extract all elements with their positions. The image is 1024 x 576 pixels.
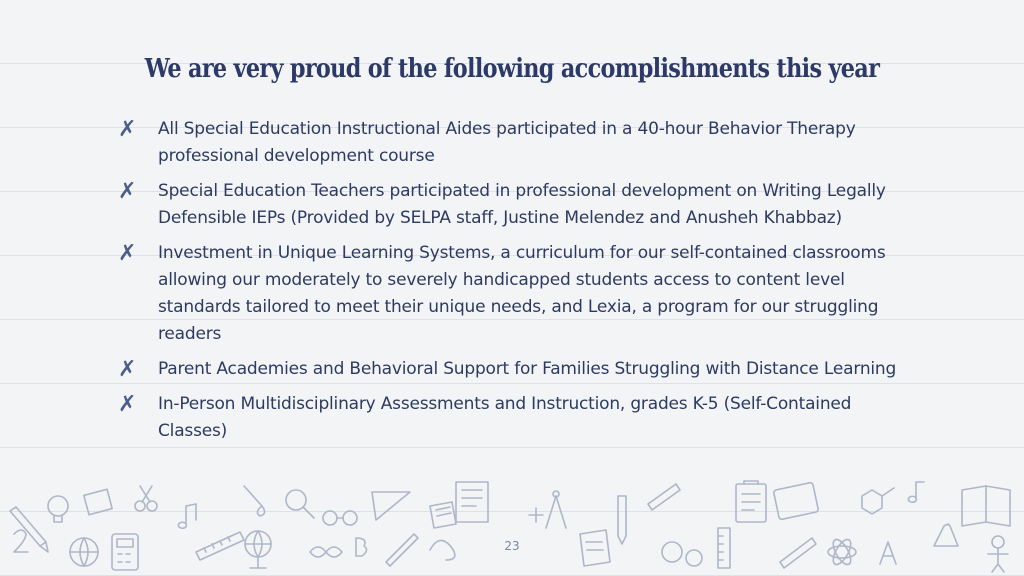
plus-icon (529, 508, 543, 522)
ball-icon (70, 538, 98, 566)
globe-icon (245, 531, 271, 568)
crayon-two-icon (648, 484, 680, 510)
accomplishments-list (118, 116, 918, 453)
tablet-icon (773, 482, 818, 520)
list-item (118, 116, 918, 170)
list-item (118, 240, 918, 348)
slide-title: We are very proud of the following accomplishments this year (144, 54, 880, 84)
glasses-icon (323, 511, 357, 525)
open-book-icon (962, 486, 1010, 526)
x-mark-icon: ✗ (118, 392, 137, 417)
number-two-icon (14, 530, 28, 552)
swirl-icon (430, 540, 455, 560)
calculator-icon (112, 534, 138, 570)
list-item-text: In-Person Multidisciplinary Assessments and Instruction, grades K-5 (Self-Contained Classes) (158, 394, 852, 441)
person-icon (988, 536, 1008, 572)
circles-icon (662, 542, 702, 566)
compass-icon (546, 491, 566, 528)
notebook-icon (456, 482, 488, 522)
letter-b-icon (356, 538, 367, 556)
paper-sheet-icon (580, 530, 610, 566)
list-item-text: Investment in Unique Learning Systems, a curriculum for our self-contained classrooms allowing our moderately to severely handicapped students access to content level standards tailored to meet their unique needs, and Lexia, a program for our struggling readers (158, 243, 886, 344)
list-item (118, 356, 918, 383)
pencil-icon (10, 507, 48, 552)
list-item (118, 178, 918, 232)
list-item-text: Parent Academies and Behavioral Support for Families Struggling with Distance Learning (158, 359, 897, 379)
list-item (118, 391, 918, 445)
x-mark-icon: ✗ (118, 357, 137, 382)
brush-icon (244, 486, 265, 516)
lightbulb-icon (48, 496, 68, 522)
x-mark-icon: ✗ (118, 241, 137, 266)
music-note-two-icon (908, 482, 924, 502)
atom-icon (828, 537, 856, 567)
ruler-vertical-icon (718, 528, 730, 568)
clipboard-icon (736, 481, 766, 522)
scissors-icon (135, 486, 157, 511)
infinity-icon (310, 547, 342, 557)
flask-icon (934, 524, 958, 546)
music-note-icon (178, 504, 196, 528)
book-icon (430, 502, 456, 528)
ruler-icon (196, 532, 244, 560)
molecule-icon (862, 488, 894, 514)
x-mark-icon: ✗ (118, 179, 137, 204)
set-square-icon (372, 492, 410, 520)
paper-note-icon (84, 489, 112, 515)
page-number: 23 (504, 539, 520, 553)
pencil-tall-icon (618, 496, 626, 544)
list-item-text: Special Education Teachers participated in professional development on Writing Legally Defensible IEPs (Provided by SELPA staff, Justine Melendez and Anusheh Khabbaz) (158, 181, 886, 228)
crayon-icon (386, 534, 418, 566)
school-doodles-border (0, 476, 1024, 576)
x-mark-icon: ✗ (118, 117, 137, 142)
letter-a-icon (880, 542, 896, 564)
list-item-text: All Special Education Instructional Aides participated in a 40-hour Behavior Therapy professional development course (158, 119, 856, 166)
pencil-angled-icon (780, 538, 816, 568)
magnifier-icon (286, 490, 314, 518)
